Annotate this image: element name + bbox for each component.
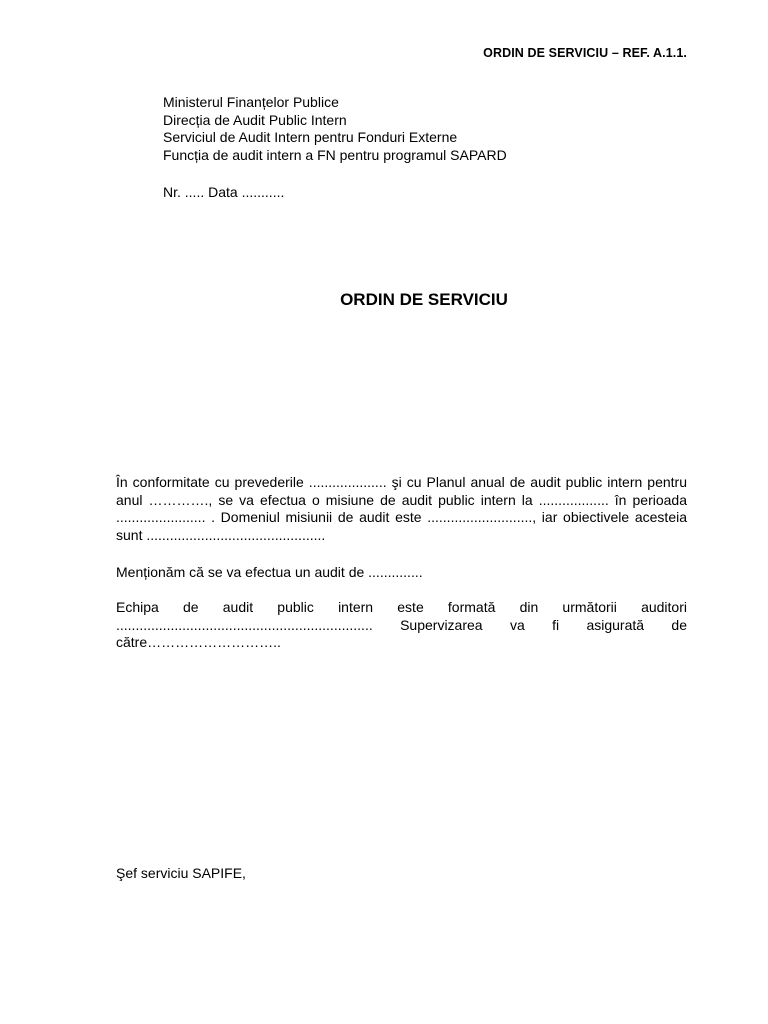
header-line-function: Funcția de audit intern a FN pentru programul SAPARD (163, 146, 507, 163)
paragraph-audit-team: Echipa de audit public intern este formată din următorii auditori .................................................................. Supervizarea va fi asigurată de către……………………….. (116, 599, 687, 651)
institution-header (163, 94, 507, 164)
reference-header: ORDIN DE SERVICIU – REF. A.1.1. (483, 46, 687, 60)
paragraph-conformity: În conformitate cu prevederile .................... şi cu Planul anual de audit public intern pentru anul …………., se va efectua o misiune de audit public intern la .................. în perioada ....................... . Domeniul misiunii de audit este ..........................., iar obiectivele acesteia sunt .............................................. (116, 474, 687, 543)
header-line-service: Serviciul de Audit Intern pentru Fonduri Externe (163, 129, 458, 145)
header-line-directorate: Direcția de Audit Public Intern (163, 111, 347, 128)
paragraph-audit-type: Menționăm că se va efectua un audit de .............. (116, 564, 423, 580)
document-title: ORDIN DE SERVICIU (340, 290, 508, 309)
number-date-line: Nr. ..... Data ........... (163, 184, 285, 200)
signature-line: Şef serviciu SAPIFE, (116, 865, 246, 881)
header-line-ministry: Ministerul Finanțelor Publice (163, 94, 339, 110)
